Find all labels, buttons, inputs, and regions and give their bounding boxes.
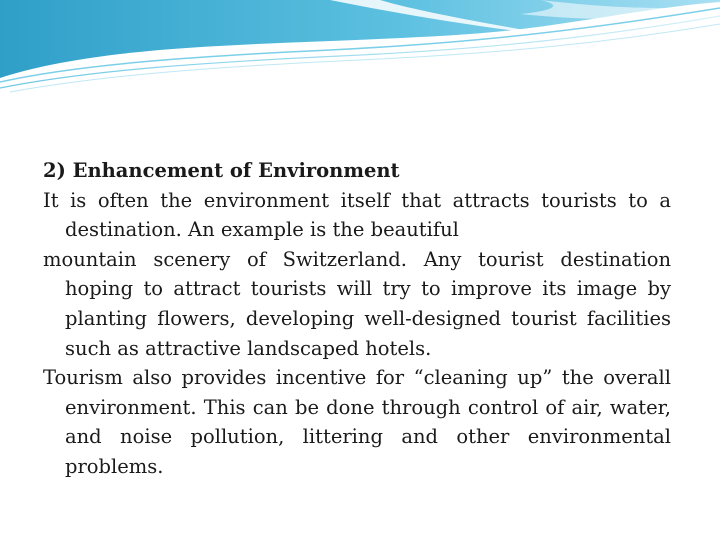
paragraph-2: mountain scenery of Switzerland. Any tourist destination hoping to attract tourists will try to improve its image by planting flowers, developing well-designed tourist facilities such as attractive landscaped hotels. [43,247,671,360]
section-heading: 2) Enhancement of Environment [43,159,400,182]
header-wave-decoration [0,0,720,100]
slide-body [43,156,671,482]
paragraph-1: It is often the environment itself that attracts tourists to a destination. An example is the beautiful [43,188,671,242]
paragraph-3: Tourism also provides incentive for “cleaning up” the overall environment. This can be done through control of air, water, and noise pollution, littering and other environmental problems. [43,366,671,478]
